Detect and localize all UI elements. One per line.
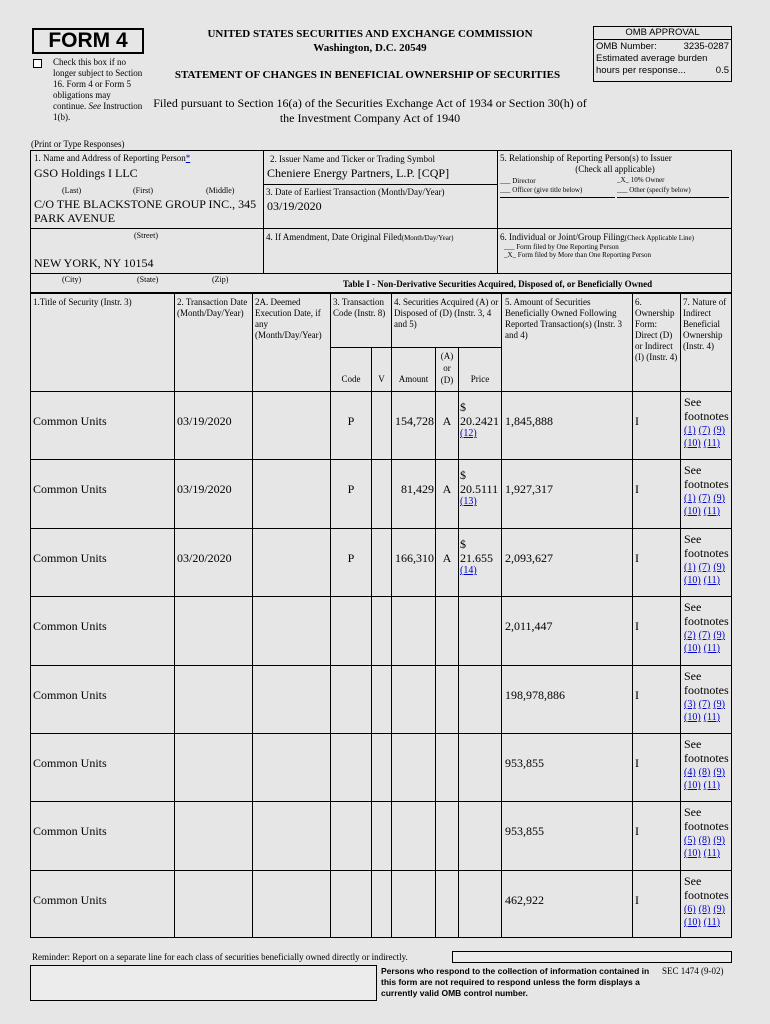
table-title: Table I - Non-Derivative Securities Acquired, Disposed of, or Beneficially Owned	[342, 279, 653, 289]
omb-number-value: 3235-0287	[683, 41, 729, 52]
footnote-link[interactable]: (4)	[684, 767, 696, 778]
agency-location: Washington, D.C. 20549	[313, 42, 427, 54]
footnote-link[interactable]: (11)	[703, 438, 720, 449]
footnote-link[interactable]: (2)	[684, 630, 696, 641]
row-security-title: Common Units	[33, 893, 107, 907]
footnote-link[interactable]: (6)	[684, 904, 696, 915]
row-footnote-links	[684, 629, 732, 655]
footnote-link[interactable]: (11)	[703, 506, 720, 517]
relationship-director[interactable]: ___ Director	[500, 177, 536, 185]
row-amount: 81,429	[401, 482, 434, 496]
zip-caption: (Zip)	[212, 275, 229, 284]
row-transaction-code: P	[347, 414, 355, 428]
row-amount-owned: 953,855	[505, 824, 544, 838]
row-transaction-code: P	[347, 482, 355, 496]
relationship-other[interactable]: ___ Other (specify below)	[617, 186, 691, 194]
row-transaction-code: P	[347, 551, 355, 565]
row-price: 20.5111	[460, 482, 499, 496]
omb-burden-label: Estimated average burden	[596, 53, 708, 64]
footnote-link[interactable]: (10)	[684, 506, 701, 517]
row-ownership-form: I	[635, 619, 639, 633]
persons-respond-notice: Persons who respond to the collection of information contained in this form are not required to respond unless the form displays a currently valid OMB control number.	[381, 966, 650, 998]
row-price: 21.655	[460, 551, 493, 565]
reporting-person-name: GSO Holdings I LLC	[34, 166, 138, 180]
print-type-note: (Print or Type Responses)	[31, 139, 125, 149]
row-amount-owned: 2,093,627	[505, 551, 553, 565]
row-amount-owned: 953,855	[505, 756, 544, 770]
col-header-nature: 7. Nature of Indirect Beneficial Ownership (Instr. 4)	[683, 297, 727, 351]
relationship-officer[interactable]: ___ Officer (give title below)	[500, 186, 583, 194]
row-nature-see-footnotes: See footnotes	[684, 669, 729, 697]
middle-name-caption: (Middle)	[206, 186, 235, 195]
reporting-person-label: 1. Name and Address of Reporting Person*	[34, 153, 191, 163]
street-caption: (Street)	[134, 231, 158, 240]
row-transaction-date: 03/19/2020	[177, 414, 232, 428]
row-transaction-date: 03/19/2020	[177, 482, 232, 496]
row-footnote-links	[684, 698, 732, 724]
omb-hours-value: 0.5	[715, 65, 729, 76]
col-header-code: 3. Transaction Code (Instr. 8)	[333, 297, 386, 318]
footnote-link[interactable]: (7)	[698, 425, 711, 436]
footnote-link[interactable]: (7)	[698, 630, 711, 641]
filing-type-label: 6. Individual or Joint/Group Filing(Check Applicable Line)	[500, 232, 694, 242]
footnote-link[interactable]: (1)	[684, 425, 696, 436]
col-header-owned: 5. Amount of Securities Beneficially Owned Following Reported Transaction(s) (Instr. 3 and 4)	[505, 297, 622, 340]
row-price-symbol: $	[460, 400, 466, 414]
omb-title: OMB APPROVAL	[594, 27, 731, 40]
reporting-person-footnote-link[interactable]: *	[185, 153, 191, 163]
footnote-link[interactable]: (8)	[698, 904, 711, 915]
footnote-link[interactable]: (10)	[684, 712, 701, 723]
address-line1: C/O THE BLACKSTONE GROUP INC., 345	[34, 197, 257, 211]
footnote-link[interactable]: (11)	[703, 780, 720, 791]
row-amount: 154,728	[395, 414, 434, 428]
filing-option-multiple[interactable]: _X_ Form filed by More than One Reporting Person	[504, 251, 651, 259]
subheader-price: Price	[470, 374, 490, 384]
footnote-link[interactable]: (5)	[684, 835, 696, 846]
footnote-link[interactable]: (10)	[684, 917, 701, 928]
footnote-link[interactable]: (1)	[684, 562, 696, 573]
row-acquired-or-disposed: A	[442, 482, 452, 496]
row-ownership-form: I	[635, 551, 639, 565]
footnote-link[interactable]: (10)	[684, 848, 701, 859]
footnote-link[interactable]: (1)	[684, 493, 696, 504]
footnote-link[interactable]: (7)	[698, 699, 711, 710]
row-footnote-links	[684, 834, 732, 860]
footnote-link[interactable]: (10)	[684, 575, 701, 586]
col-header-title: 1.Title of Security (Instr. 3)	[33, 297, 132, 307]
checkbox-instruction-text: Check this box if no longer subject to Section 16. Form 4 or Form 5 obligations may continue. See Instruction 1(b).	[53, 57, 143, 122]
row-nature-see-footnotes: See footnotes	[684, 600, 729, 628]
statement-title: STATEMENT OF CHANGES IN BENEFICIAL OWNERSHIP OF SECURITIES	[174, 69, 561, 81]
footnote-link[interactable]: (9)	[713, 630, 726, 641]
relationship-label: 5. Relationship of Reporting Person(s) to Issuer	[500, 153, 672, 163]
footer-left-box	[30, 965, 377, 1001]
row-nature-see-footnotes: See footnotes	[684, 532, 729, 560]
footnote-link[interactable]: (3)	[684, 699, 696, 710]
city-state-zip: NEW YORK, NY 10154	[34, 256, 154, 270]
address-line2: PARK AVENUE	[34, 211, 116, 225]
table-one	[30, 293, 732, 938]
footnote-link[interactable]: (11)	[703, 848, 720, 859]
footnote-link[interactable]: (9)	[713, 493, 726, 504]
footnote-link[interactable]: (10)	[684, 643, 701, 654]
footnote-link[interactable]: (7)	[698, 562, 711, 573]
footnote-link[interactable]: (11)	[703, 643, 720, 654]
footnote-link[interactable]: (9)	[713, 835, 726, 846]
last-name-caption: (Last)	[62, 186, 82, 195]
col-header-ownership-form: 6. Ownership Form: Direct (D) or Indirect (I) (Instr. 4)	[635, 297, 678, 362]
footnote-link[interactable]: (9)	[713, 767, 726, 778]
footnote-link[interactable]: (9)	[713, 699, 726, 710]
subheader-v: V	[378, 374, 385, 384]
relationship-sub: (Check all applicable)	[575, 164, 655, 174]
footnote-link[interactable]: (11)	[703, 575, 720, 586]
city-caption: (City)	[62, 275, 82, 284]
footnote-link[interactable]: (8)	[698, 835, 711, 846]
row-amount-owned: 2,011,447	[505, 619, 553, 633]
filing-option-one[interactable]: ___ Form filed by One Reporting Person	[504, 243, 619, 251]
row-footnote-links	[684, 766, 732, 792]
form-title: FORM 4	[48, 29, 128, 52]
relationship-ten-pct-owner[interactable]: _X_ 10% Owner	[617, 176, 665, 184]
filed-pursuant-line1: Filed pursuant to Section 16(a) of the Securities Exchange Act of 1934 or Section 30(h) of	[153, 96, 587, 110]
row-nature-see-footnotes: See footnotes	[684, 805, 729, 833]
row-nature-see-footnotes: See footnotes	[684, 874, 729, 902]
row-amount-owned: 1,927,317	[505, 482, 553, 496]
row-nature-see-footnotes: See footnotes	[684, 395, 729, 423]
earliest-transaction-label: 3. Date of Earliest Transaction (Month/Day/Year)	[266, 187, 445, 197]
sec-form-number: SEC 1474 (9-02)	[662, 966, 724, 976]
row-ownership-form: I	[635, 824, 639, 838]
omb-number-label: OMB Number:	[596, 41, 657, 52]
row-footnote-links	[684, 903, 732, 929]
row-ownership-form: I	[635, 688, 639, 702]
row-ownership-form: I	[635, 482, 639, 496]
footnote-link[interactable]: (9)	[713, 425, 726, 436]
row-price-footnote-link[interactable]: (13)	[460, 496, 477, 507]
row-price-symbol: $	[460, 537, 466, 551]
row-security-title: Common Units	[33, 756, 107, 770]
footnote-link[interactable]: (10)	[684, 438, 701, 449]
row-nature-see-footnotes: See footnotes	[684, 463, 729, 491]
no-longer-subject-checkbox[interactable]	[33, 59, 42, 68]
footnote-link[interactable]: (9)	[713, 904, 726, 915]
row-acquired-or-disposed: A	[442, 551, 452, 565]
row-price-symbol: $	[460, 468, 466, 482]
footnote-link[interactable]: (11)	[703, 712, 720, 723]
row-security-title: Common Units	[33, 482, 107, 496]
row-footnote-links	[684, 492, 732, 518]
earliest-transaction-date: 03/19/2020	[267, 199, 322, 213]
row-ownership-form: I	[635, 756, 639, 770]
omb-hours-row	[594, 65, 731, 77]
col-header-transaction-date: 2. Transaction Date (Month/Day/Year)	[177, 297, 248, 318]
footnote-link[interactable]: (10)	[684, 780, 701, 791]
issuer-label: 2. Issuer Name and Ticker or Trading Symbol	[270, 154, 435, 164]
issuer-name: Cheniere Energy Partners, L.P. [CQP]	[267, 166, 450, 180]
row-price-footnote-link[interactable]: (14)	[460, 565, 477, 576]
row-footnote-links	[684, 424, 732, 450]
amendment-label: 4. If Amendment, Date Original Filed(Month/Day/Year)	[266, 232, 454, 242]
row-price-footnote-link[interactable]: (12)	[460, 428, 477, 439]
row-security-title: Common Units	[33, 619, 107, 633]
omb-number-row	[594, 40, 731, 53]
agency-name: UNITED STATES SECURITIES AND EXCHANGE COMMISSION	[207, 28, 533, 40]
subheader-a-or-d: (A) or (D)	[440, 351, 454, 385]
row-acquired-or-disposed: A	[442, 414, 452, 428]
row-security-title: Common Units	[33, 414, 107, 428]
row-amount-owned: 1,845,888	[505, 414, 553, 428]
row-amount-owned: 198,978,886	[505, 688, 565, 702]
footnote-link[interactable]: (11)	[703, 917, 720, 928]
row-footnote-links	[684, 561, 732, 587]
row-amount: 166,310	[395, 551, 434, 565]
row-price: 20.2421	[460, 414, 499, 428]
footnote-link[interactable]: (8)	[698, 767, 711, 778]
row-ownership-form: I	[635, 414, 639, 428]
row-security-title: Common Units	[33, 688, 107, 702]
first-name-caption: (First)	[133, 186, 153, 195]
col-header-deemed-date: 2A. Deemed Execution Date, if any (Month/Day/Year)	[255, 297, 322, 340]
row-amount-owned: 462,922	[505, 893, 544, 907]
reminder-text: Reminder: Report on a separate line for each class of securities beneficially owned directly or indirectly.	[32, 952, 408, 962]
col-header-acquired: 4. Securities Acquired (A) or Disposed of (D) (Instr. 3, 4 and 5)	[394, 297, 499, 329]
omb-hours-label: hours per response...	[596, 65, 686, 76]
state-caption: (State)	[137, 275, 159, 284]
filed-pursuant-line2: the Investment Company Act of 1940	[279, 111, 461, 125]
row-security-title: Common Units	[33, 824, 107, 838]
footnote-link[interactable]: (9)	[713, 562, 726, 573]
reminder-box	[452, 951, 732, 963]
row-ownership-form: I	[635, 893, 639, 907]
subheader-code: Code	[341, 374, 361, 384]
row-security-title: Common Units	[33, 551, 107, 565]
footnote-link[interactable]: (7)	[698, 493, 711, 504]
form-title-box	[32, 28, 144, 54]
row-nature-see-footnotes: See footnotes	[684, 737, 729, 765]
row-transaction-date: 03/20/2020	[177, 551, 232, 565]
subheader-amount: Amount	[398, 374, 429, 384]
omb-approval-box	[593, 26, 732, 82]
